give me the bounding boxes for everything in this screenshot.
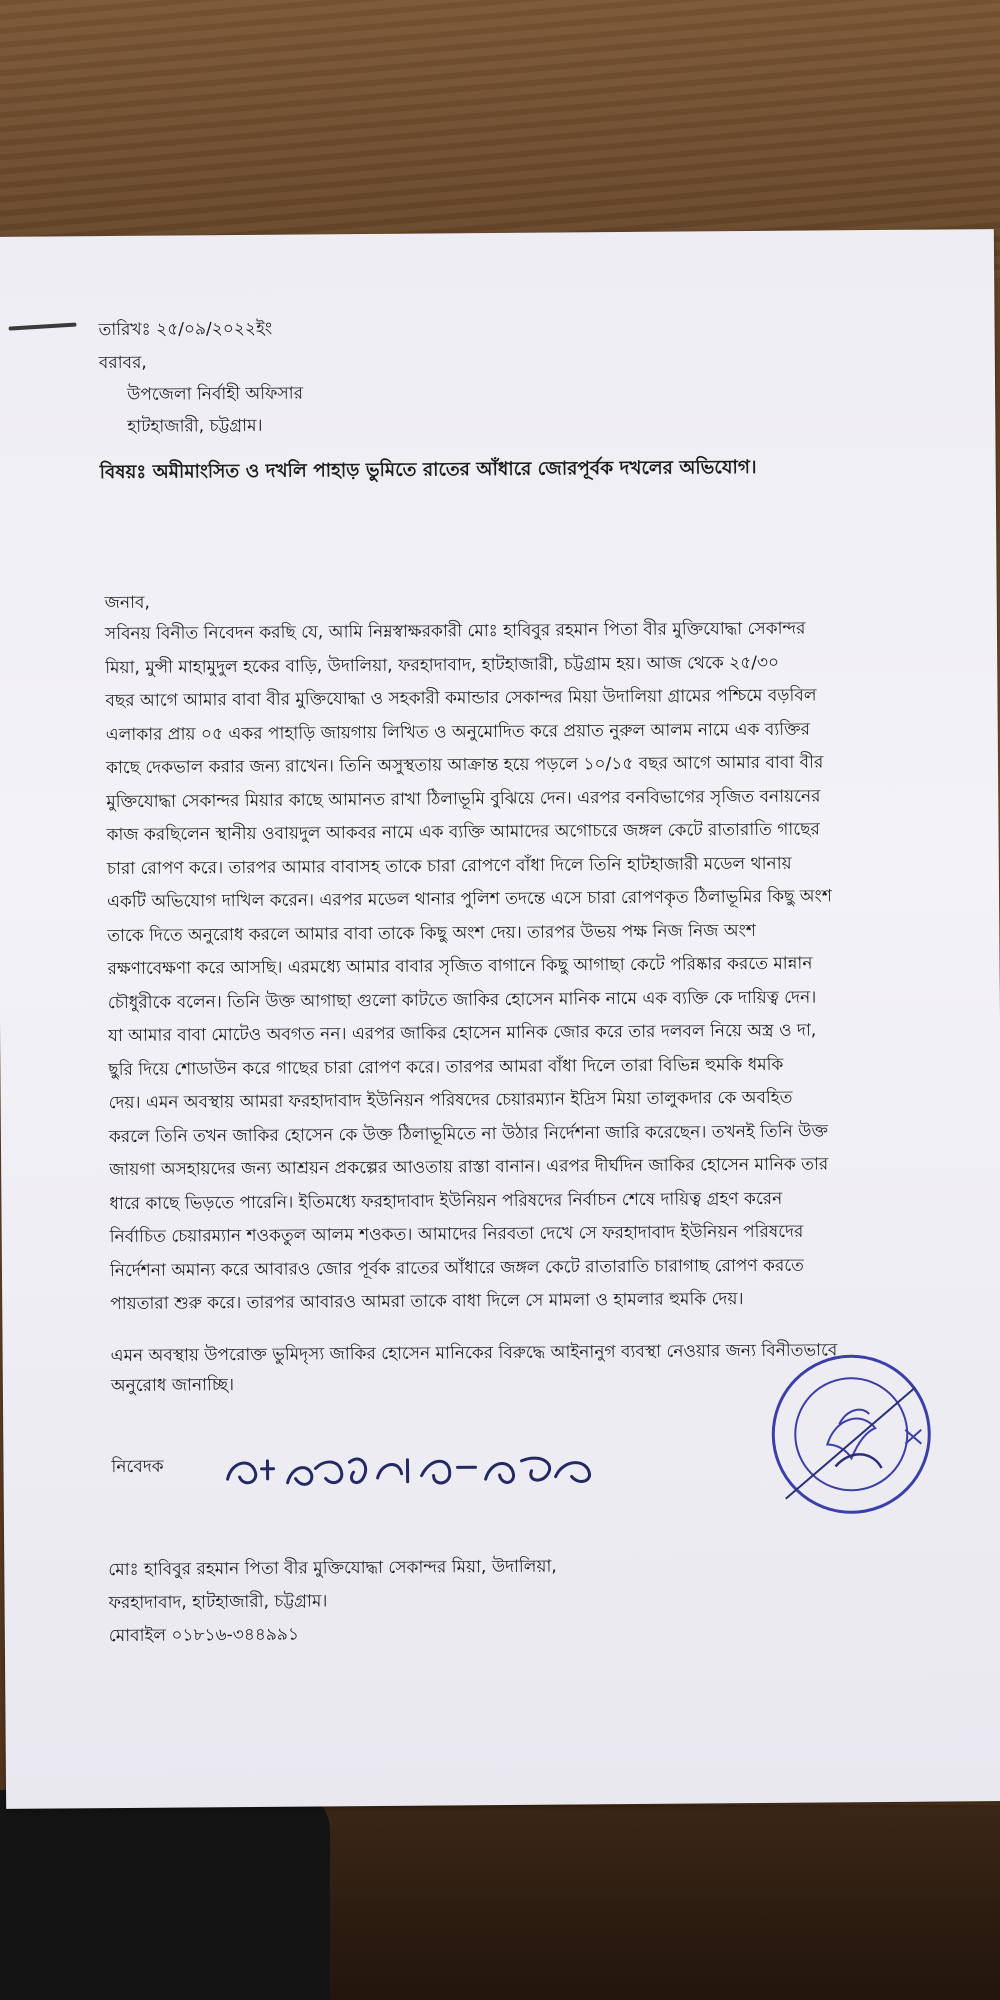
closing-line-1: এমন অবস্থায় উপরোক্ত ভুমিদৃস্য জাকির হোসেন মানিকের বিরুদ্ধে আইনানুগ ব্যবস্থা নেওয়ার জন্য বিনীতভাবে [110,1340,838,1367]
dark-object-corner [0,1790,330,2000]
body-line: জায়গা অসহায়দের জন্য আশ্রয়ন প্রকল্পের আওতায় রাস্তা বানান। এরপর দীর্ঘদিন জাকির হোসেন মানিক তার [109,1154,829,1181]
body-line: সবিনয় বিনীত নিবেদন করছি যে, আমি নিম্নস্বাক্ষরকারী মোঃ হাবিবুর রহমান পিতা বীর মুক্তিযোদ্ধা সেকান্দর [104,618,806,645]
sender-line-2: ফরহাদাবাদ, হাটহাজারী, চট্টগ্রাম। [108,1591,328,1614]
body-line: চৌধুরীকে বলেন। তিনি উক্ত আগাছা গুলো কাটতে জাকির হোসেন মানিক নামে এক ব্যক্তি কে দায়িত্ব দেন। [107,987,817,1013]
recipient-to: বরাবর, [98,352,147,374]
recipient-address: হাটহাজারী, চট্টগ্রাম। [127,415,263,437]
body-line: নির্বাচিত চেয়ারম্যান শওকতুল আলম শওকত। আমাদের নিরবতা দেখে সে ফরহাদাবাদ ইউনিয়ন পরিষদের [109,1221,804,1248]
body-line: ধারে কাছে ভিড়তে পারেনি। ইতিমধ্যে ফরহাদাবাদ ইউনিয়ন পরিষদের নির্বাচন শেষে দায়িত্ব গ্রহণ করেন [109,1188,783,1214]
body-line: করলে তিনি তখন জাকির হোসেন কে উক্ত ঠিলাভূমিতে না উঠার নির্দেশনা জারি করেছেন। তখনই তিনি উক্ত [108,1120,829,1147]
body-line: মুক্তিযোদ্ধা সেকান্দর মিয়ার কাছে আমানত রাখা ঠিলাভূমি বুঝিয়ে দেন। এরপর বনবিভাগের সৃজিত বনায়নের [106,785,821,812]
body-line: মিয়া, মুন্সী মাহামুদুল হকের বাড়ি, উদালিয়া, ফরহাদাবাদ, হাটহাজারী, চট্টগ্রাম হয়। আজ থেকে ২৫/৩০ [105,652,780,678]
official-seal-stamp [765,1348,938,1521]
body-line: বছর আগে আমার বাবা বীর মুক্তিযোদ্ধা ও সহকারী কমান্ডার সেকান্দর মিয়া উদালিয়া গ্রামের পশ্চিমে বড়বিল [105,685,817,712]
letter-paper [0,229,1000,1809]
body-line: চারা রোপণ করে। তারপর আমার বাবাসহ তাকে চারা রোপণে বাঁধা দিলে তিনি হাটহাজারী মডেল থানায় [106,853,792,879]
body-line: যা আমার বাবা মোটেও অবগত নন। এরপর জাকির হোসেন মানিক জোর করে তার দলবল নিয়ে অস্ত্র ও দা, [108,1020,817,1047]
body-line: রক্ষণাবেক্ষণা করে আসছি। এরমধ্যে আমার বাবার সৃজিত বাগানে কিছু আগাছা কেটে পরিষ্কার করতে মান্নান [107,953,813,980]
body-line: দেয়। এমন অবস্থায় আমরা ফরহাদাবাদ ইউনিয়ন পরিষদের চেয়ারম্যান ইদ্রিস মিয়া তালুকদার কে অবহিত [108,1087,793,1114]
body-line: একটি অভিযোগ দাখিল করেন। এরপর মডেল থানার পুলিশ তদন্তে এসে চারা রোপণকৃত ঠিলাভূমির কিছু অংশ [106,886,832,913]
body-line: কাজ করছিলেন স্থানীয় ওবায়দুল আকবর নামে এক ব্যক্তি আমাদের অগোচরে জঙ্গল কেটে রাতারাতি গাছের [106,819,820,846]
body-line: এলাকার প্রায় ০৫ একর পাহাড়ি জায়গায় লিখিত ও অনুমোদিত করে প্রয়াত নুরুল আলম নামে এক ব্যক্তির [105,719,811,745]
sender-line-1: মোঃ হাবিবুর রহমান পিতা বীর মুক্তিযোদ্ধা সেকান্দর মিয়া, উদালিয়া, [108,1556,557,1581]
body-line: পায়তারা শুরু করে। তারপর আবারও আমরা তাকে বাধা দিলে সে মামলা ও হামলার হুমকি দেয়। [110,1289,744,1315]
recipient-title: উপজেলা নির্বাহী অফিসার [127,383,304,405]
body-line: তাকে দিতে অনুরোধ করলে আমার বাবা তাকে কিছু অংশ দেয়। তারপর উভয় পক্ষ নিজ নিজ অংশ [107,920,757,946]
sender-mobile: মোবাইল ০১৮১৬-৩৪৪৯৯১ [108,1624,300,1647]
pen-mark [8,323,76,331]
body-line: নির্দেশনা অমান্য করে আবারও জোর পূর্বক রাতের আঁধারে জঙ্গল কেটে রাতারাতি চারাগাছ রোপণ করতে [109,1255,804,1281]
letter-date: তারিখঃ ২৫/০৯/২০২২ইং [98,318,273,341]
handwritten-signature [221,1436,601,1499]
letter-body [104,617,927,1315]
salutation: জনাব, [104,592,150,614]
body-line: ছুরি দিয়ে শোডাউন করে গাছের চারা রোপণ করে। তারপর আমরা বাঁধা দিলে তারা বিভিন্ন হুমকি ধমকি [108,1054,784,1080]
sign-label: নিবেদক [111,1456,164,1478]
letter-subject: বিষয়ঃ অমীমাংসিত ও দখলি পাহাড় ভুমিতে রাতের আঁধারে জোরপূর্বক দখলের অভিযোগ। [99,456,757,484]
body-line: কাছে দেকভাল করার জন্য রাখেন। তিনি অসুস্থতায় আক্রান্ত হয়ে পড়লে ১০/১৫ বছর আগে আমার বাবা বীর [105,752,824,779]
closing-line-2: অনুরোধ জানাচ্ছি। [110,1375,235,1397]
